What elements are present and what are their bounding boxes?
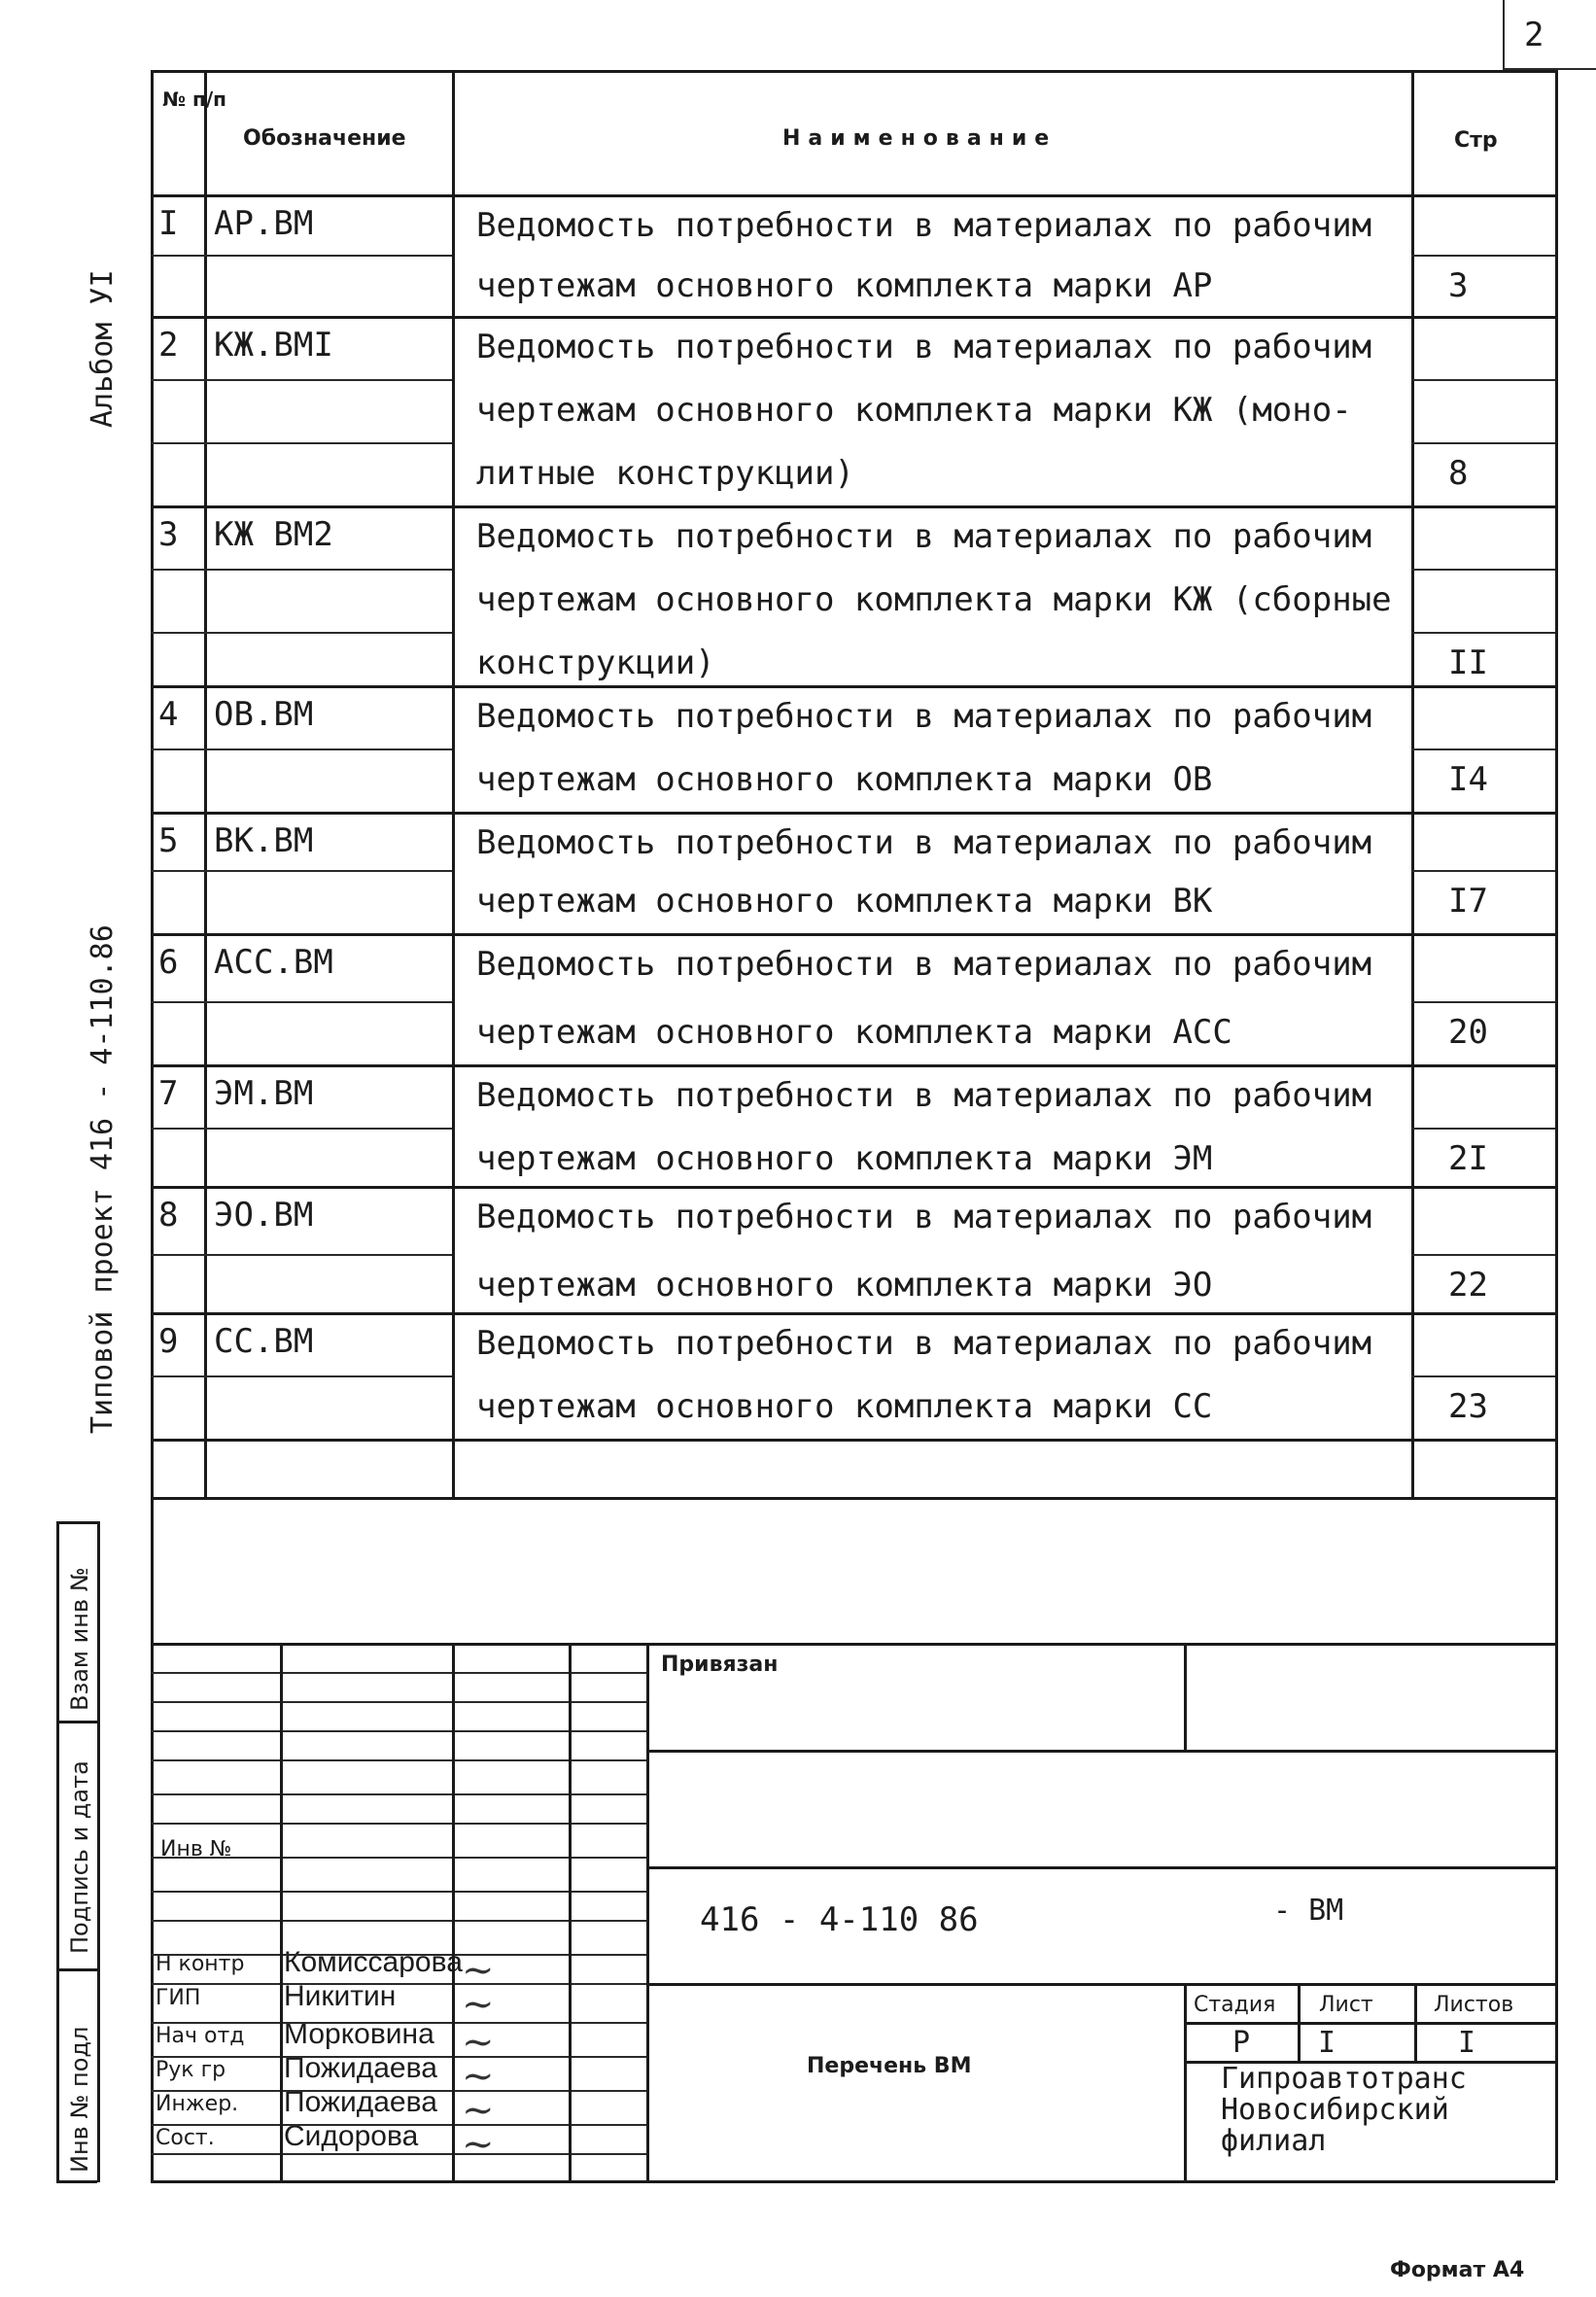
row-subline-left — [151, 442, 452, 444]
organization-name: Гипроавтотранс Новосибирский филиал — [1221, 2062, 1467, 2158]
row-name-line: Ведомость потребности в материалах по рабочим — [476, 1198, 1372, 1236]
row-designation: АСС.ВМ — [214, 943, 333, 982]
signature-grid-line — [151, 1920, 646, 1922]
row-name-line: Ведомость потребности в материалах по рабочим — [476, 697, 1372, 736]
row-separator — [151, 933, 1555, 936]
row-subline-right — [1411, 1254, 1555, 1256]
signature-grid-line — [151, 1983, 646, 1985]
row-page: II — [1448, 644, 1488, 682]
row-name-line: чертежам основного комплекта марки ОВ — [476, 760, 1213, 799]
title-divider — [1184, 1983, 1187, 2180]
table-header-bottom — [151, 194, 1555, 197]
row-number: 8 — [158, 1196, 179, 1235]
row-number: 7 — [158, 1074, 179, 1113]
header-num: № п/п — [162, 87, 226, 111]
row-designation: АР.ВМ — [214, 204, 314, 243]
signature-grid-line — [151, 1857, 646, 1859]
left-strip-div2 — [56, 1968, 97, 1971]
row-subline-right — [1411, 1128, 1555, 1130]
row-name-line: чертежам основного комплекта марки ЭО — [476, 1266, 1213, 1305]
signatory-role: Рук гр — [156, 2058, 226, 2082]
row-page: 8 — [1448, 454, 1469, 493]
left-strip-div1 — [56, 1721, 97, 1723]
stamp-bottom-border — [151, 2180, 1555, 2183]
table-top-border — [151, 70, 1555, 73]
signatory-name: Пожидаева — [284, 2086, 437, 2118]
row-subline-right — [1411, 569, 1555, 571]
row-separator — [151, 1312, 1555, 1315]
stamp-left-border — [151, 1497, 154, 2180]
row-number: I — [158, 204, 179, 243]
document-suffix: - ВМ — [1273, 1894, 1344, 1928]
privyazan-divider — [1184, 1643, 1187, 1750]
row-subline-left — [151, 748, 452, 750]
row-page: I4 — [1448, 760, 1488, 799]
row-subline-right — [1411, 379, 1555, 381]
header-page: Стр — [1454, 128, 1498, 153]
sheets-label: Листов — [1434, 1993, 1514, 2017]
table-col-num-divider — [204, 70, 207, 1497]
handwritten-signature: ~ — [462, 1982, 495, 2027]
stage-label: Стадия — [1194, 1993, 1276, 2017]
stamp-top-grid — [151, 1643, 1555, 1646]
table-left-border — [151, 70, 154, 1497]
handwritten-signature: ~ — [462, 2088, 495, 2133]
stamp-right-border — [1555, 1497, 1558, 2180]
signature-col-sign — [569, 1643, 572, 2180]
row-number: 2 — [158, 326, 179, 365]
row-designation: КЖ ВМ2 — [214, 515, 333, 554]
inv-no-label: Инв № — [160, 1837, 232, 1862]
project-label: Типовой проект 416 - 4-110.86 — [86, 924, 120, 1434]
row-number: 9 — [158, 1322, 179, 1361]
row-subline-right — [1411, 1375, 1555, 1377]
signatory-name: Морковина — [284, 2018, 434, 2050]
left-strip-inner — [97, 1521, 100, 2182]
row-designation: КЖ.ВМI — [214, 326, 333, 365]
row-number: 5 — [158, 821, 179, 860]
row-name-line: Ведомость потребности в материалах по рабочим — [476, 1324, 1372, 1363]
row-number: 3 — [158, 515, 179, 554]
signature-grid-line — [151, 1759, 646, 1761]
row-name-line: чертежам основного комплекта марки КЖ (сборные — [476, 580, 1392, 619]
row-subline-right — [1411, 442, 1555, 444]
row-page: 22 — [1448, 1266, 1488, 1305]
stage-value-line — [1184, 2061, 1555, 2064]
privyazan-label: Привязан — [661, 1653, 779, 1677]
signature-date-label: Подпись и дата — [66, 1760, 93, 1954]
row-page: 3 — [1448, 266, 1469, 305]
row-name-line: чертежам основного комплекта марки ЭМ — [476, 1139, 1213, 1178]
left-strip-outer — [56, 1521, 59, 2182]
document-code: 416 - 4-110 86 — [700, 1900, 979, 1939]
signatory-role: ГИП — [156, 1986, 201, 2010]
signature-grid-line — [151, 1823, 646, 1825]
signatory-name: Пожидаева — [284, 2052, 437, 2084]
row-page: 20 — [1448, 1013, 1488, 1052]
row-subline-left — [151, 1254, 452, 1256]
privyazan-bottom — [646, 1750, 1555, 1753]
signatory-role: Сост. — [156, 2126, 215, 2150]
left-strip-bottom — [56, 2180, 97, 2183]
row-subline-right — [1411, 748, 1555, 750]
header-designation: Обозначение — [243, 126, 406, 151]
vzam-inv-label: Взам инв № — [66, 1567, 93, 1711]
signature-grid-line — [151, 1954, 646, 1956]
row-designation: ВК.ВМ — [214, 821, 314, 860]
row-page: I7 — [1448, 882, 1488, 921]
row-name-line: чертежам основного комплекта марки ВК — [476, 882, 1213, 921]
row-subline-left — [151, 632, 452, 634]
signature-grid-line — [151, 1701, 646, 1703]
signatory-role: Инжер. — [156, 2092, 239, 2116]
handwritten-signature: ~ — [462, 2122, 495, 2167]
row-subline-right — [1411, 632, 1555, 634]
row-subline-left — [151, 870, 452, 872]
row-name-line: чертежам основного комплекта марки КЖ (моно- — [476, 391, 1352, 430]
signature-grid-line — [151, 1730, 646, 1732]
table-bottom-border — [151, 1497, 1555, 1500]
row-subline-left — [151, 255, 452, 257]
sheets-value: I — [1458, 2026, 1476, 2060]
signature-grid-line — [151, 1672, 646, 1674]
row-subline-left — [151, 1001, 452, 1003]
row-subline-right — [1411, 255, 1555, 257]
sheet-col-divider — [1414, 1983, 1417, 2061]
sheet-number-box-border — [1503, 0, 1505, 68]
signatory-name: Сидорова — [284, 2120, 419, 2152]
signature-grid-line — [151, 2056, 646, 2058]
row-designation: ЭМ.ВМ — [214, 1074, 314, 1113]
document-title: Перечень ВМ — [807, 2054, 972, 2078]
signature-grid-line — [151, 2090, 646, 2092]
format-label: Формат А4 — [1390, 2258, 1525, 2282]
row-separator — [151, 1439, 1555, 1442]
row-subline-left — [151, 1375, 452, 1377]
signatory-name: Никитин — [284, 1980, 397, 2012]
stage-value: Р — [1232, 2026, 1251, 2060]
row-subline-left — [151, 1128, 452, 1130]
signature-grid-line — [151, 1793, 646, 1795]
signature-grid-line — [151, 2022, 646, 2024]
row-name-line: литные конструкции) — [476, 454, 854, 493]
row-subline-right — [1411, 870, 1555, 872]
sheet-label: Лист — [1319, 1993, 1373, 2017]
row-number: 4 — [158, 695, 179, 734]
signature-grid-line — [151, 2124, 646, 2126]
inv-podl-label: Инв № подл — [66, 2026, 93, 2173]
stage-col-divider — [1298, 1983, 1301, 2061]
row-separator — [151, 1186, 1555, 1189]
stage-header-line — [1184, 2022, 1555, 2025]
handwritten-signature: ~ — [462, 1948, 495, 1993]
row-subline-left — [151, 379, 452, 381]
row-designation: ОВ.ВМ — [214, 695, 314, 734]
row-name-line: конструкции) — [476, 644, 715, 682]
code-top — [646, 1866, 1555, 1869]
handwritten-signature: ~ — [462, 2054, 495, 2099]
sheet-value: I — [1318, 2026, 1336, 2060]
row-subline-right — [1411, 1001, 1555, 1003]
table-col-code-divider — [452, 70, 455, 1497]
signature-col-name — [452, 1643, 455, 2180]
row-designation: СС.ВМ — [214, 1322, 314, 1361]
row-name-line: Ведомость потребности в материалах по рабочим — [476, 945, 1372, 984]
signatory-name: Комиссарова — [284, 1946, 463, 1978]
row-separator — [151, 1064, 1555, 1067]
signatory-role: Н контр — [156, 1952, 245, 1976]
code-bottom — [646, 1983, 1555, 1986]
row-page: 2I — [1448, 1139, 1488, 1178]
header-name: Наименование — [782, 126, 1058, 151]
signatory-role: Нач отд — [156, 2024, 245, 2048]
left-strip-top — [56, 1521, 97, 1524]
table-right-border — [1555, 70, 1558, 1499]
row-name-line: Ведомость потребности в материалах по рабочим — [476, 1076, 1372, 1115]
row-separator — [151, 316, 1555, 319]
row-name-line: Ведомость потребности в материалах по рабочим — [476, 823, 1372, 862]
album-label: Альбом УI — [86, 269, 120, 428]
row-separator — [151, 505, 1555, 508]
sheet-number: 2 — [1524, 16, 1544, 54]
row-name-line: Ведомость потребности в материалах по рабочим — [476, 206, 1372, 245]
row-designation: ЭО.ВМ — [214, 1196, 314, 1235]
handwritten-signature: ~ — [462, 2020, 495, 2065]
row-separator — [151, 812, 1555, 815]
row-name-line: чертежам основного комплекта марки АСС — [476, 1013, 1232, 1052]
row-name-line: Ведомость потребности в материалах по рабочим — [476, 517, 1372, 556]
row-page: 23 — [1448, 1387, 1488, 1426]
row-separator — [151, 685, 1555, 688]
row-name-line: Ведомость потребности в материалах по рабочим — [476, 328, 1372, 366]
row-number: 6 — [158, 943, 179, 982]
stamp-main-divider — [646, 1643, 649, 2180]
table-col-page-divider — [1411, 70, 1414, 1497]
signature-grid-line — [151, 1891, 646, 1893]
signature-col-role — [280, 1643, 283, 2180]
signature-grid-line — [151, 2153, 646, 2155]
row-name-line: чертежам основного комплекта марки АР — [476, 266, 1213, 305]
row-name-line: чертежам основного комплекта марки СС — [476, 1387, 1213, 1426]
row-subline-left — [151, 569, 452, 571]
